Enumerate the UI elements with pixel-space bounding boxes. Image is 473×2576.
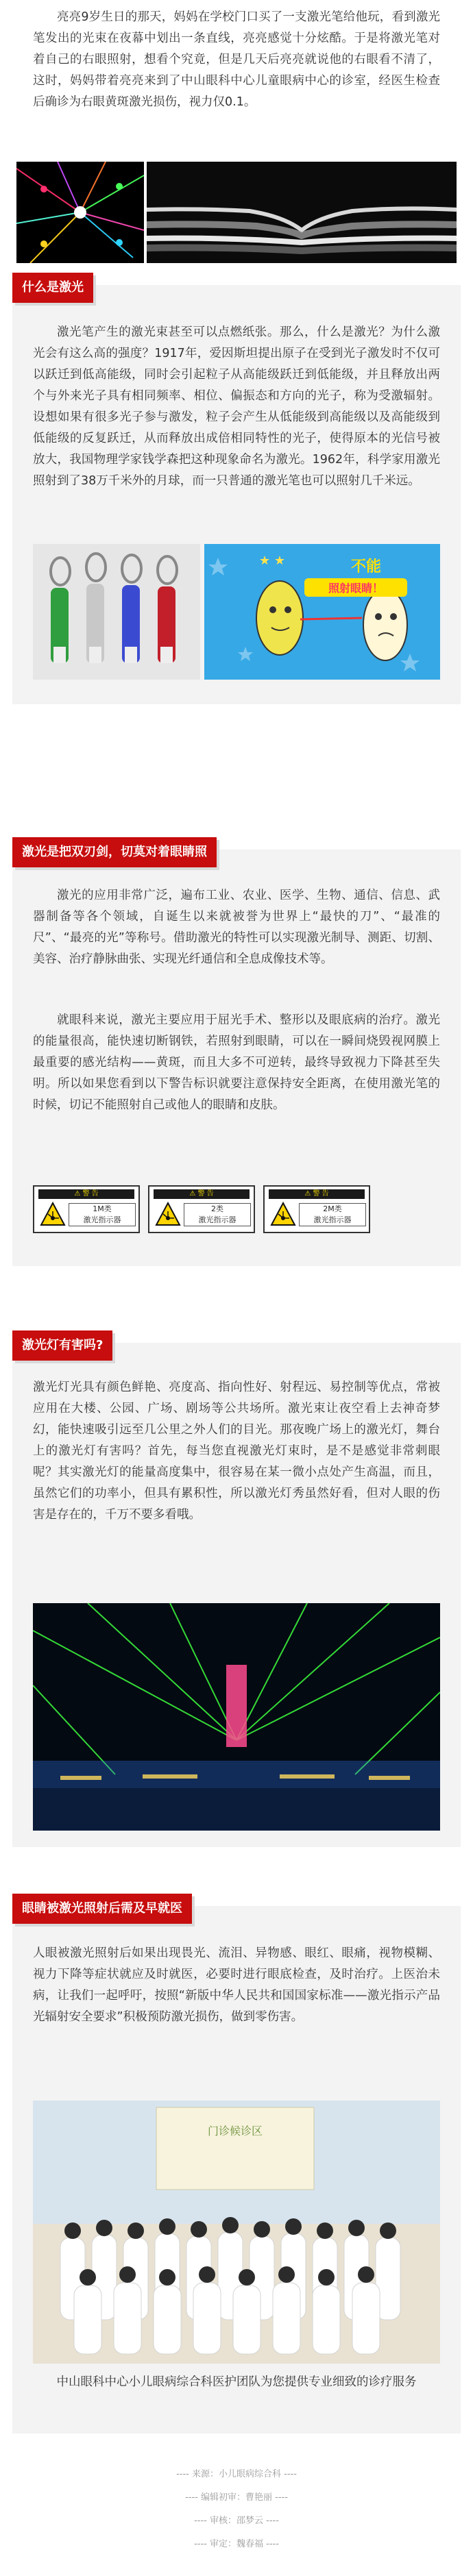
cartoon-text-line2: 照射眼睛！ [304, 578, 407, 597]
warning-sign-header: ⚠ 警 告 [269, 1189, 365, 1199]
medical-team-photo [33, 2101, 440, 2364]
photo-banner-text: 门诊候诊区 [207, 2125, 263, 2138]
section-paragraph: 激光灯光具有颜色鲜艳、亮度高、指向性好、射程远、易控制等优点，常被应用在大楼、公园、广场、剧场等公共场所。激光束让夜空看上去神奇梦幻，能快速吸引远至几公里之外人们的目光。那夜晚广场上的激光灯，舞台上的激光灯有害吗？首先，每当您直视激光灯束时，是不是感觉非常刺眼呢？其实激光灯的能量高度集中，很容易在某一微小点处产生高温，而且，虽然它们的功率小，但具有累积性，所以激光灯秀虽然好看，但对人眼的伤害是存在的，千万不要多看哦。 [33, 1380, 440, 1522]
section-title-what-is-laser: 什么是激光 [12, 273, 93, 303]
laser-hazard-icon [40, 1202, 66, 1226]
warning-sign-class-2 [148, 1185, 255, 1233]
section-title-double-edged-sword: 激光是把双刃剑，切莫对着眼睛照 [12, 837, 217, 867]
laser-pointers-photo [33, 544, 200, 680]
intro-paragraph: 亮亮9岁生日的那天，妈妈在学校门口买了一支激光笔给他玩，看到激光笔发出的光束在夜幕中划出一条直线，亮亮感觉十分炫酷。于是将激光笔对着自己的右眼照射，想看个究竟，但是几天后亮亮就说他的右眼看不清了，这时，妈妈带着亮亮来到了中山眼科中心儿童眼病中心的诊室，经医生检查后确诊为右眼黄斑激光损伤，视力仅0.1。 [33, 10, 440, 109]
retina-oct-scan [147, 162, 457, 263]
svg-text:★ ★: ★ ★ [259, 554, 285, 568]
section-paragraph: 激光的应用非常广泛，遍布工业、农业、医学、生物、通信、信息、武器制备等各个领域，自诞生以来就被誉为世界上“最快的刀”、“最准的尺”、“最亮的光”等称号。借助激光的特性可以实现激光制导、测距、切割、美容、治疗静脉曲张、实现光纤通信和全息成像技术等。 [33, 889, 440, 966]
footer-approver: ---- 审定：魏春福 ---- [194, 2539, 279, 2549]
laser-light-photo [16, 162, 144, 263]
warning-sign-class-1m [33, 1185, 140, 1233]
section-paragraph: 人眼被激光照射后如果出现畏光、流泪、异物感、眼红、眼痛，视物模糊、视力下降等症状就应及时就医，必要时进行眼底检查，及时治疗。上医治未病，让我们一起呼吁，按照“新版中华人民共和国国家标准——激光指示产品光辐射安全要求”积极预防激光损伤，做到零伤害。 [33, 1946, 440, 2024]
section-paragraph: 激光笔产生的激光束甚至可以点燃纸张。那么，什么是激光？为什么激光会有这么高的强度？1917年，爱因斯坦提出原子在受到光子激发时不仅可以跃迁到低高能级，同时会引起粒子从高能级跃迁到低能级，并且释放出两个与外来光子具有相同频率、相位、偏振态和方向的光子，称为受激辐射。设想如果有很多光子参与激发，粒子会产生从低能级到高能级以及高能级到低能级的反复跃迁，从而释放出成倍相同特性的光子，使得原本的光信号被放大，我国物理学家钱学森把这种现象命名为激光。1962年，科学家用激光照射到了38万千米外的月球，而一只普通的激光笔也可以照射几千米远。 [33, 325, 440, 488]
footer-editor: ---- 编辑初审：曹艳丽 ---- [185, 2492, 288, 2503]
warning-sign-text: 2M类 激光指示器 [299, 1203, 366, 1226]
section-title-seek-medical-care: 眼睛被激光照射后需及早就医 [12, 1894, 192, 1924]
footer-reviewer: ---- 审核：邵梦云 ---- [194, 2516, 279, 2526]
laser-light-show-photo [33, 1603, 440, 1831]
warning-sign-header: ⚠ 警 告 [38, 1189, 134, 1199]
section-title-laser-light-harm: 激光灯有害吗? [12, 1330, 112, 1361]
laser-hazard-icon [270, 1202, 296, 1226]
section-paragraph: 就眼科来说，激光主要应用于屈光手术、整形以及眼底病的治疗。激光的能量很高，能快速切断钢铁，若照射到眼睛，可以在一瞬间烧毁视网膜上最重要的感光结构——黄斑，而且大多不可逆转，最终导致视力下降甚至失明。所以如果您看到以下警告标识就要注意保持安全距离，在使用激光笔的时候，切记不能照射自己或他人的眼睛和皮肤。 [33, 1013, 440, 1112]
laser-hazard-icon [155, 1202, 181, 1226]
cartoon-text-line1: 不能 [350, 558, 381, 575]
warning-sign-text: 1M类 激光指示器 [69, 1203, 136, 1226]
warning-sign-class-2m [263, 1185, 370, 1233]
footer-source: ---- 来源：小儿眼病综合科 ---- [176, 2469, 297, 2479]
photo-caption: 中山眼科中心小儿眼病综合科医护团队为您提供专业细致的诊疗服务 [56, 2375, 417, 2389]
cartoon-warning-image [204, 544, 440, 680]
warning-sign-header: ⚠ 警 告 [154, 1189, 250, 1199]
warning-sign-text: 2类 激光指示器 [184, 1203, 251, 1226]
